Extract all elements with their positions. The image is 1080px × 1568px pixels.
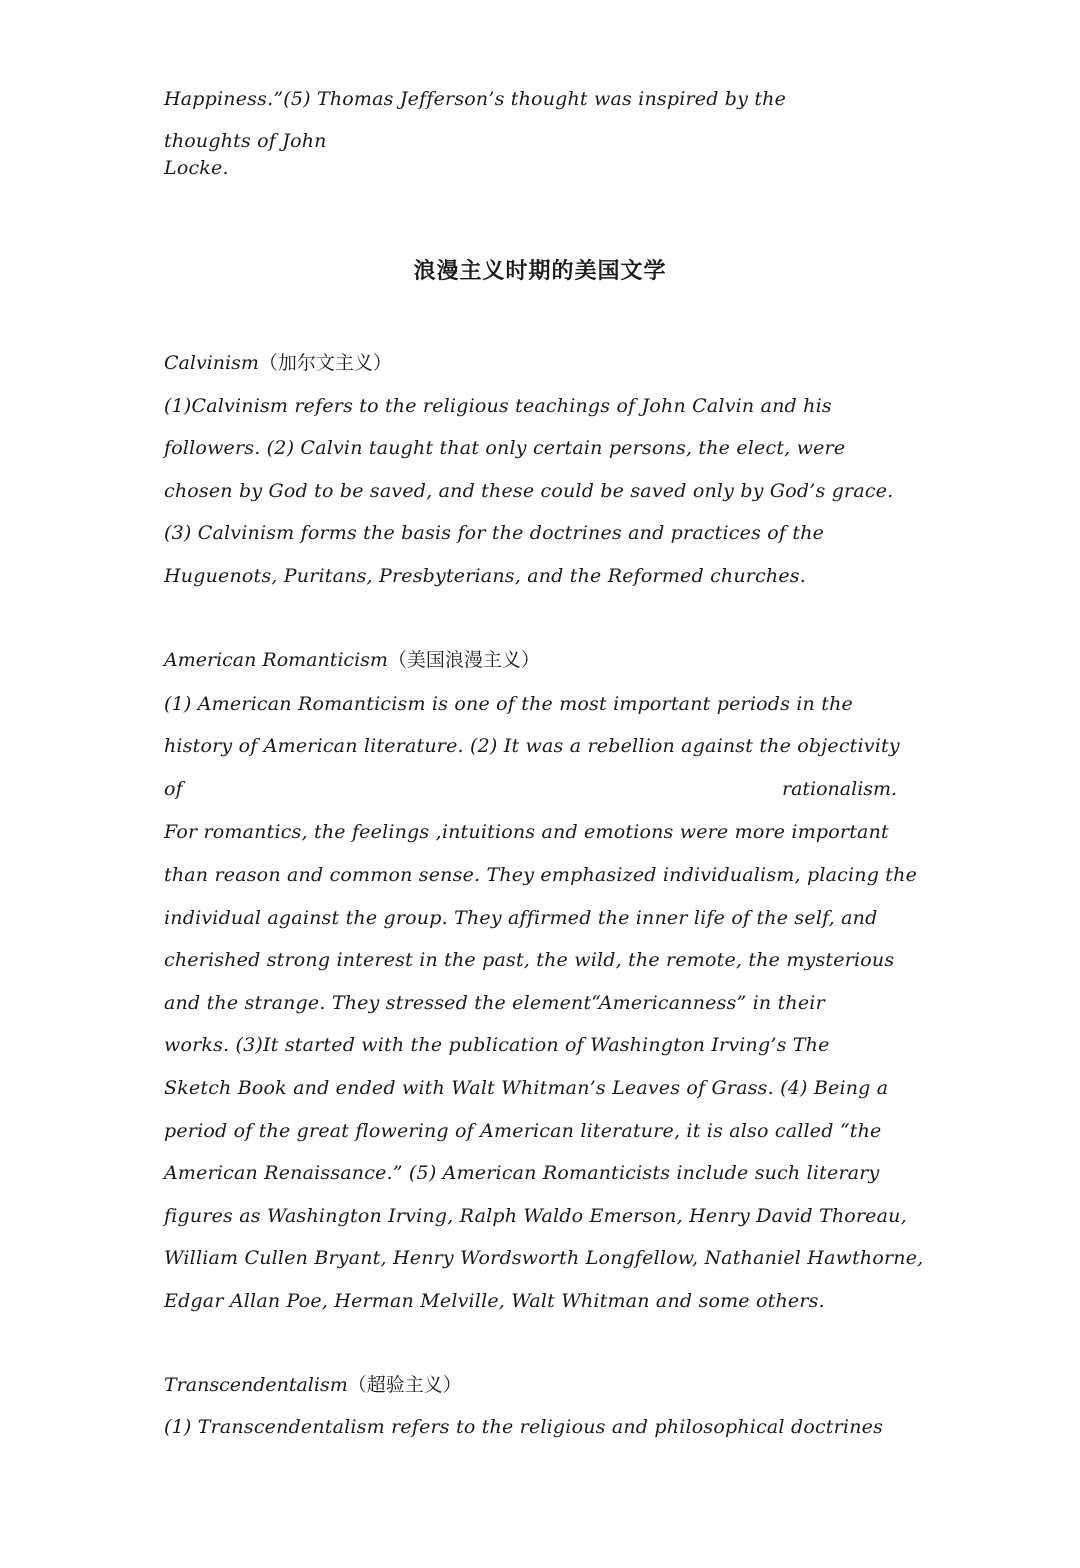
romanticism-line-12: American Renaissance.” (5) American Romanticists include such literary — [164, 1162, 880, 1184]
romanticism-line-9: works. (3)It started with the publication of Washington Irving’s The — [164, 1034, 830, 1056]
term-name-cn: （超验主义） — [347, 1374, 462, 1396]
romanticism-line-8: and the strange. They stressed the element“Americanness” in their — [164, 992, 825, 1014]
romanticism-line-1: (1) American Romanticism is one of the most important periods in the — [164, 693, 853, 715]
romanticism-line-14: William Cullen Bryant, Henry Wordsworth Longfellow, Nathaniel Hawthorne, — [164, 1247, 924, 1269]
calvinism-line-3: chosen by God to be saved, and these could be saved only by God’s grace. — [164, 480, 894, 502]
romanticism-line-6: individual against the group. They affirmed the inner life of the self, and — [164, 907, 878, 929]
term-heading-calvinism — [164, 350, 392, 376]
term-name: American Romanticism — [164, 649, 388, 671]
intro-line-3: Locke. — [164, 157, 229, 179]
romanticism-line-7: cherished strong interest in the past, the wild, the remote, the mysterious — [164, 949, 895, 971]
calvinism-line-2: followers. (2) Calvin taught that only certain persons, the elect, were — [164, 437, 846, 459]
term-name-cn: （加尔文主义） — [258, 352, 392, 374]
term-heading-transcendentalism — [164, 1372, 462, 1398]
term-name-cn: （美国浪漫主义） — [387, 649, 540, 671]
section-title: 浪漫主义时期的美国文学 — [413, 259, 667, 284]
romanticism-line-10: Sketch Book and ended with Walt Whitman’s Leaves of Grass. (4) Being a — [164, 1077, 889, 1099]
romanticism-split-right: rationalism. — [782, 778, 898, 800]
intro-line-2: thoughts of John — [164, 130, 327, 152]
romanticism-line-2: history of American literature. (2) It was a rebellion against the objectivity — [164, 735, 900, 757]
term-name: Calvinism — [164, 352, 259, 374]
term-heading-romanticism — [164, 647, 540, 673]
term-name: Transcendentalism — [164, 1374, 348, 1396]
intro-line-1: Happiness.”(5) Thomas Jefferson’s thought was inspired by the — [164, 88, 787, 110]
romanticism-split-left: of — [164, 778, 183, 800]
romanticism-line-5: than reason and common sense. They emphasized individualism, placing the — [164, 864, 918, 886]
romanticism-line-13: figures as Washington Irving, Ralph Waldo Emerson, Henry David Thoreau, — [164, 1205, 907, 1227]
romanticism-line-4: For romantics, the feelings ,intuitions and emotions were more important — [164, 821, 889, 843]
calvinism-line-4: (3) Calvinism forms the basis for the doctrines and practices of the — [164, 522, 825, 544]
calvinism-line-5: Huguenots, Puritans, Presbyterians, and the Reformed churches. — [164, 565, 806, 587]
transcendentalism-line-1: (1) Transcendentalism refers to the religious and philosophical doctrines — [164, 1416, 884, 1438]
calvinism-line-1: (1)Calvinism refers to the religious teachings of John Calvin and his — [164, 395, 832, 417]
romanticism-line-11: period of the great flowering of American literature, it is also called “the — [164, 1120, 882, 1142]
romanticism-line-15: Edgar Allan Poe, Herman Melville, Walt Whitman and some others. — [164, 1290, 825, 1312]
